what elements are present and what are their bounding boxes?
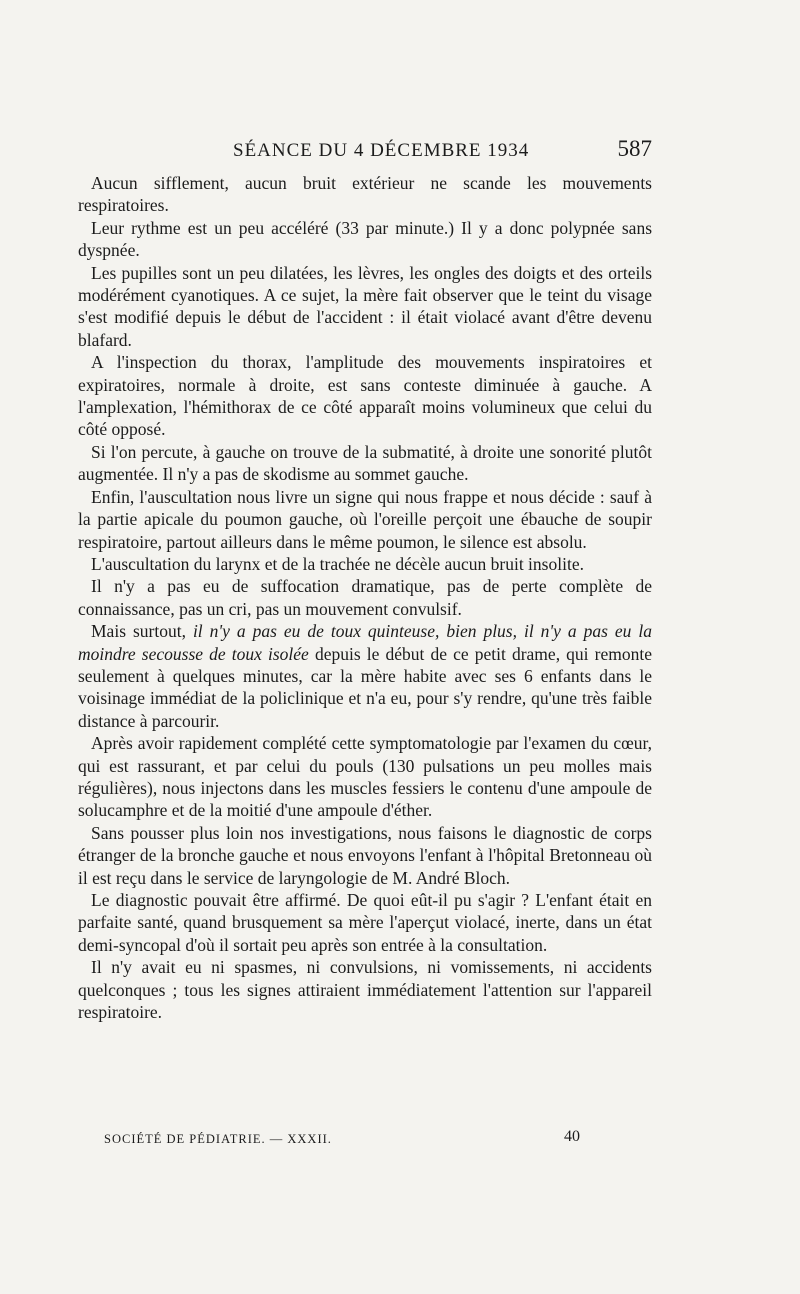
paragraph-7: L'auscultation du larynx et de la trachée ne décèle aucun bruit insolite. xyxy=(91,553,584,574)
paragraph-10: Après avoir rapidement complété cette symptomatologie par l'examen du cœur, qui est rassurant, et par celui du pouls (130 pulsations un peu molles mais régulières), nous injectons dans les muscles fessiers le contenu d'une ampoule de solucamphre et de la moitié d'une ampoule d'éther. xyxy=(78,733,652,821)
signature-number: 40 xyxy=(564,1128,580,1145)
paragraph-12: Le diagnostic pouvait être affirmé. De quoi eût-il pu s'agir ? L'enfant était en parfaite santé, quand brusquement sa mère l'aperçut violacé, inerte, dans un état demi-syncopal d'où il sortait peu après son entrée à la consultation. xyxy=(78,890,652,955)
running-head: SÉANCE DU 4 DÉCEMBRE 1934 xyxy=(233,140,530,161)
paragraph-8: Il n'y a pas eu de suffocation dramatique, pas de perte complète de connaissance, pas un cri, pas un mouvement convulsif. xyxy=(78,576,652,619)
paragraph-2: Leur rythme est un peu accéléré (33 par minute.) Il y a donc polypnée sans dyspnée. xyxy=(78,217,652,261)
footer-signature: SOCIÉTÉ DE PÉDIATRIE. — XXXII. xyxy=(104,1132,332,1146)
page-number: 587 xyxy=(617,136,652,161)
paragraph-13: Il n'y avait eu ni spasmes, ni convulsions, ni vomissements, ni accidents quelconques ; tous les signes attiraient immédiatement l'attention sur l'appareil respiratoire. xyxy=(78,957,652,1023)
paragraph-5: Si l'on percute, à gauche on trouve de la submatité, à droite une sonorité plutôt augmentée. Il n'y a pas de skodisme au sommet gauche. xyxy=(78,441,652,485)
page-header xyxy=(78,136,652,168)
page-footer xyxy=(104,1128,584,1152)
paragraph-6: Enfin, l'auscultation nous livre un signe qui nous frappe et nous décide : sauf à la partie apicale du poumon gauche, où l'oreille perçoit une ébauche de soupir respiratoire, partout ailleurs dans le même poumon, le silence est absolu. xyxy=(78,486,652,552)
body-text xyxy=(78,172,652,1023)
paragraph-1: Aucun sifflement, aucun bruit extérieur ne scande les mouvements respiratoires. xyxy=(78,173,652,216)
paragraph-9-end: depuis le début de ce petit drame, qui remonte seulement à quelques minutes, car la mère habite avec ses 6 enfants dans le voisinage immédiat de la policlinique et n'a eu, pour s'y rendre, qu'une très faible distance à parcourir. xyxy=(78,643,652,731)
paragraph-9-emphasis: il n'y a pas eu de toux quinteuse, bien plus, il n'y a pas eu la moindre secousse de toux isolée xyxy=(78,621,652,664)
paragraph-3: Les pupilles sont un peu dilatées, les lèvres, les ongles des doigts et des orteils modérément cyanotiques. A ce sujet, la mère fait observer que le teint du visage s'est modifié depuis le début de l'accident : il était violacé avant d'être devenu blafard. xyxy=(78,262,652,350)
paragraph-11: Sans pousser plus loin nos investigations, nous faisons le diagnostic de corps étranger de la bronche gauche et nous envoyons l'enfant à l'hôpital Bretonneau où il est reçu dans le service de laryngologie de M. André Bloch. xyxy=(78,822,652,888)
paragraph-9 xyxy=(78,620,652,732)
paragraph-4: A l'inspection du thorax, l'amplitude des mouvements inspiratoires et expiratoires, normale à droite, est sans conteste diminuée à gauche. A l'amplexation, l'hémithorax de ce côté apparaît moins volumineux que celui du côté opposé. xyxy=(78,352,652,440)
paragraph-9-start: Mais surtout, xyxy=(91,621,193,642)
